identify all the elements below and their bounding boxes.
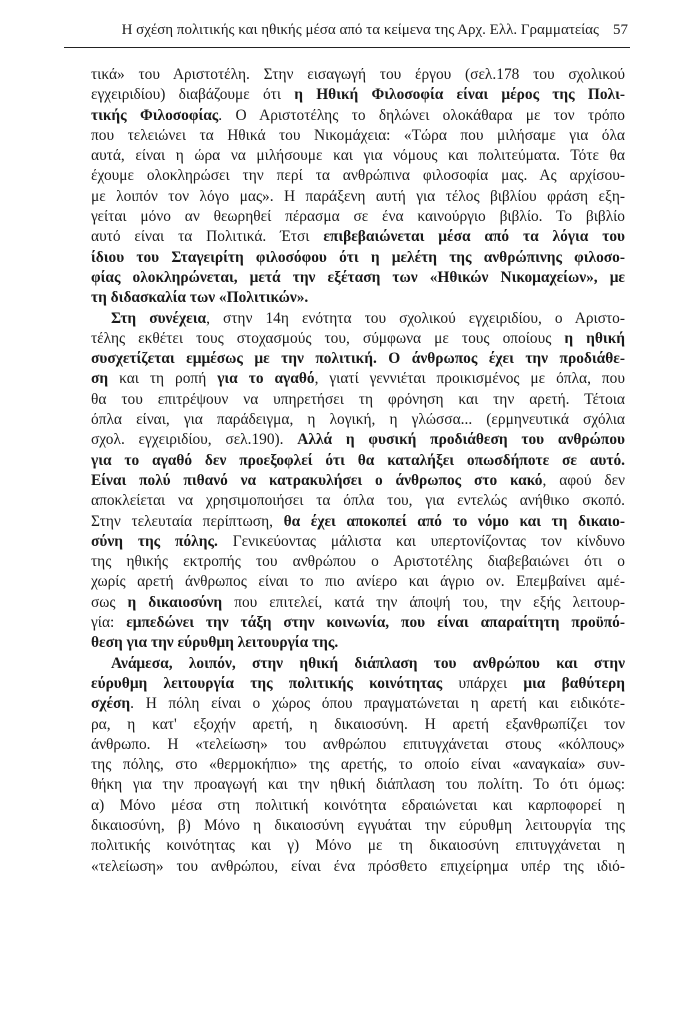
text-line bbox=[91, 187, 625, 207]
text-line bbox=[91, 654, 625, 674]
text-line bbox=[91, 430, 625, 450]
text-line bbox=[91, 329, 625, 349]
text-run: αυτά, είναι η ώρα να μιλήσουμε και για νόμους και πολιτεύματα. Τότε θα bbox=[91, 147, 625, 165]
bold-text-run: η δικαιοσύνη bbox=[127, 593, 223, 611]
text-line bbox=[91, 755, 625, 775]
text-line bbox=[91, 674, 625, 694]
bold-text-run: σύνη της πόλης. bbox=[91, 532, 218, 550]
text-line bbox=[91, 146, 625, 166]
header-rule bbox=[64, 47, 630, 48]
bold-text-run: τικής Φιλοσοφίας bbox=[91, 106, 219, 124]
text-line bbox=[91, 532, 625, 552]
bold-text-run: Είναι πολύ πιθανό να κατρακυλήσει ο άνθρωπος στο κακό bbox=[91, 471, 543, 489]
text-line bbox=[91, 857, 625, 877]
text-line bbox=[91, 593, 625, 613]
bold-text-run: επιβεβαιώνεται μέσα από τα λόγια του bbox=[323, 228, 625, 246]
text-run: χωρίς αρετή άνθρωπος είναι το πιο ανίερο και άγριο ον. Επεμβαίνει αμέ- bbox=[91, 573, 625, 591]
bold-text-run: Αλλά η φυσική προδιάθεση του ανθρώπου bbox=[297, 431, 626, 449]
text-run: δικαιοσύνη, β) Μόνο η δικαιοσύνη εγγυάται την εύρυθμη λειτουργία της bbox=[91, 816, 625, 834]
text-run: . Ο Αριστοτέλης το δηλώνει ολοκάθαρα με τον τρόπο bbox=[218, 106, 625, 124]
text-run: με λοιπόν τον λόγο μας». Η παράξενη αυτή για τέλος βιβλίου φράση εξη- bbox=[91, 187, 625, 205]
text-run: α) Μόνο μέσα στη πολιτική κοινότητα εδραιώνεται και καρποφορεί η bbox=[91, 796, 625, 814]
text-run: που τελειώνει τα Ηθικά του Νικομάχεια: «Τώρα που μιλήσαμε για όλα bbox=[91, 126, 625, 144]
text-run: ρα, η κατ' εξοχήν αρετή, η δικαιοσύνη. Η αρετή εξανθρωπίζει τον bbox=[91, 715, 625, 733]
text-line bbox=[91, 491, 625, 511]
text-run: εγχειριδίου) διαβάζουμε ότι bbox=[91, 86, 295, 104]
text-line bbox=[91, 633, 625, 653]
bold-text-run: Ανάμεσα, λοιπόν, στην ηθική διάπλαση του ανθρώπου και στην bbox=[111, 654, 625, 672]
text-run: γία: bbox=[91, 614, 127, 632]
text-line bbox=[91, 166, 625, 186]
text-run: , αφού δεν bbox=[542, 471, 625, 489]
text-line bbox=[91, 512, 625, 532]
text-run: , γιατί γεννιέται προικισμένος με όπλα, που bbox=[314, 370, 625, 388]
running-title: Η σχέση πολιτικής και ηθικής μέσα από τα κείμενα της Αρχ. Ελλ. Γραμματείας bbox=[121, 22, 599, 38]
text-run: που επιτελεί, κατά την άποψή του, την εξής λειτουρ- bbox=[222, 593, 625, 611]
text-run: αποκλείεται να χρησιμοποιήσει τα όπλα του, για εντελώς ανήθικο σκοπό. bbox=[91, 492, 625, 510]
text-run: πολιτικής κοινότητας και γ) Μόνο με τη δικαιοσύνη επιτυγχάνεται η bbox=[91, 837, 625, 855]
text-line bbox=[91, 694, 625, 714]
text-run: έχουμε ολοκληρώσει την περί τα ανθρώπινα φιλοσοφία μας. Ας αρχίσου- bbox=[91, 167, 625, 185]
bold-text-run: θα έχει αποκοπεί από το νόμο και τη δικαιο- bbox=[283, 512, 625, 530]
bold-text-run: φίας ολοκληρώνεται, μετά την εξέταση των «Ηθικών Νικομαχείων», με bbox=[91, 268, 625, 286]
text-run: θήκη για την προαγωγή και την ηθική διάπλαση του πολίτη. Το ότι όμως: bbox=[91, 776, 625, 794]
bold-text-run: ση bbox=[91, 370, 109, 388]
text-run: της ηθικής εκτροπής του ανθρώπου ο Αριστοτέλης διαβεβαιώνει ότι ο bbox=[91, 553, 625, 571]
text-line bbox=[91, 816, 625, 836]
text-run: , στην 14η ενότητα του σχολικού εγχειριδίου, ο Αριστο- bbox=[206, 309, 625, 327]
text-line bbox=[91, 572, 625, 592]
text-line bbox=[91, 836, 625, 856]
bold-text-run: η Ηθική Φιλοσοφία είναι μέρος της Πολι- bbox=[294, 86, 625, 104]
text-line bbox=[91, 309, 625, 329]
text-run: τικά» του Αριστοτέλη. Στην εισαγωγή του έργου (σελ.178 του σχολικού bbox=[91, 66, 625, 83]
text-run: Γενικεύοντας μάλιστα και υπερτονίζοντας τον κίνδυνο bbox=[217, 532, 625, 550]
running-header bbox=[92, 21, 628, 39]
bold-text-run: τη διδασκαλία των «Πολιτικών». bbox=[91, 289, 309, 307]
bold-text-run: σχέση bbox=[91, 695, 131, 713]
text-line bbox=[91, 349, 625, 369]
bold-text-run: συσχετίζεται εμμέσως με την πολιτική. Ο άνθρωπος έχει την προδιάθε- bbox=[91, 350, 625, 368]
text-line bbox=[91, 268, 625, 288]
bold-text-run: για το αγαθό δεν προεξοφλεί ότι θα καταλήξει οπωσδήποτε σε αυτό. bbox=[91, 451, 625, 469]
text-run: της πόλης, στο «θερμοκήπιο» της αρετής, το οποίο είναι «αναγκαία» συν- bbox=[91, 756, 625, 774]
text-line bbox=[91, 471, 625, 491]
text-line bbox=[91, 796, 625, 816]
text-run: Στην τελευταία περίπτωση, bbox=[91, 512, 284, 530]
text-run: αυτό είναι τα Πολιτικά. Έτσι bbox=[91, 228, 324, 246]
bold-text-run: μια βαθύτερη bbox=[523, 674, 625, 692]
bold-text-run: η ηθική bbox=[564, 329, 625, 347]
text-line bbox=[91, 613, 625, 633]
text-run: άνθρωπο. Η «τελείωση» του ανθρώπου επιτυγχάνεται στους «κόλπους» bbox=[91, 735, 625, 753]
text-run: . Η πόλη είναι ο χώρος όπου πραγματώνεται η αρετή και ειδικότε- bbox=[130, 695, 625, 713]
text-run: και τη ροπή bbox=[108, 370, 218, 388]
text-line bbox=[91, 451, 625, 471]
bold-text-run: ίδιου του Σταγειρίτη φιλοσόφου ότι η μελέτη της ανθρώπινης φιλοσο- bbox=[91, 248, 625, 266]
text-line bbox=[91, 227, 625, 247]
text-line bbox=[91, 85, 625, 105]
text-line bbox=[91, 65, 625, 85]
text-run: υπάρχει bbox=[442, 674, 524, 692]
text-line bbox=[91, 126, 625, 146]
text-run: όπλα είναι, για παράδειγμα, η λογική, η γλώσσα... (ερμηνευτικά σχόλια bbox=[91, 411, 625, 429]
page-number: 57 bbox=[613, 22, 628, 38]
text-run: γείται μόνο αν θεωρηθεί πέρασμα σε ένα καινούργιο βιβλίο. Το βιβλίο bbox=[91, 208, 625, 226]
text-line bbox=[91, 715, 625, 735]
text-line bbox=[91, 552, 625, 572]
text-line bbox=[91, 410, 625, 430]
text-line bbox=[91, 775, 625, 795]
bold-text-run: θεση για την εύρυθμη λειτουργία της. bbox=[91, 634, 339, 652]
text-run: τέλης εκθέτει τους στοχασμούς του, σύμφωνα με τους οποίους bbox=[91, 329, 565, 347]
text-line bbox=[91, 390, 625, 410]
text-line bbox=[91, 369, 625, 389]
text-run: «τελείωση» του ανθρώπου, είναι ένα πρόσθετο επιχείρημα υπέρ της ιδιό- bbox=[91, 857, 625, 875]
text-line bbox=[91, 207, 625, 227]
bold-text-run: Στη συνέχεια bbox=[111, 309, 207, 327]
text-run: σως bbox=[91, 593, 128, 611]
text-line bbox=[91, 288, 625, 308]
bold-text-run: εύρυθμη λειτουργία της πολιτικής κοινότητας bbox=[91, 674, 443, 692]
body-text bbox=[91, 65, 625, 877]
text-run: θα του επιτρέψουν να υπηρετήσει τη φρόνηση και την αρετή. Τέτοια bbox=[91, 390, 625, 408]
bold-text-run: για το αγαθό bbox=[217, 370, 315, 388]
text-line bbox=[91, 735, 625, 755]
text-line bbox=[91, 106, 625, 126]
text-line bbox=[91, 248, 625, 268]
bold-text-run: εμπεδώνει την τάξη στην κοινωνία, που είναι απαραίτητη προϋπό- bbox=[126, 614, 625, 632]
text-run: σχολ. εγχειριδίου, σελ.190). bbox=[91, 431, 298, 449]
